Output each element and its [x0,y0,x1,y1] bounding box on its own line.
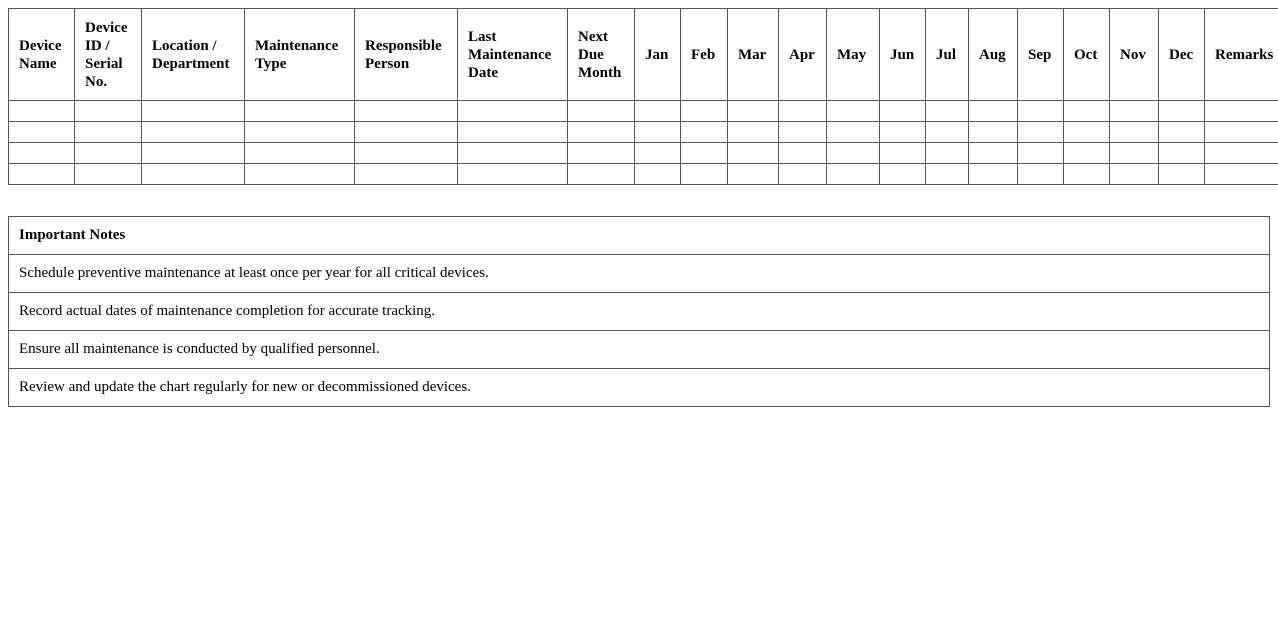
header-jul: Jul [926,9,969,101]
notes-title-row [9,217,1270,255]
table-cell[interactable] [926,164,969,185]
table-row [9,122,1278,143]
table-cell[interactable] [458,122,568,143]
header-device-id: Device ID / Serial No. [75,9,142,101]
table-cell[interactable] [9,143,75,164]
header-jun: Jun [880,9,926,101]
table-cell[interactable] [827,164,880,185]
header-apr: Apr [779,9,827,101]
table-cell[interactable] [1110,122,1159,143]
table-cell[interactable] [635,143,681,164]
table-cell[interactable] [1064,122,1110,143]
table-cell[interactable] [728,164,779,185]
table-cell[interactable] [969,122,1018,143]
table-cell[interactable] [1064,143,1110,164]
table-cell[interactable] [779,164,827,185]
table-cell[interactable] [779,122,827,143]
table-cell[interactable] [969,101,1018,122]
table-cell[interactable] [142,143,245,164]
table-cell[interactable] [779,143,827,164]
table-cell[interactable] [9,101,75,122]
table-cell[interactable] [728,122,779,143]
table-cell[interactable] [728,143,779,164]
table-cell[interactable] [355,122,458,143]
table-cell[interactable] [969,164,1018,185]
table-cell[interactable] [1159,143,1205,164]
header-last-maintenance-date: Last Maintenance Date [458,9,568,101]
table-cell[interactable] [926,143,969,164]
table-cell[interactable] [1159,101,1205,122]
table-cell[interactable] [681,164,728,185]
table-cell[interactable] [1205,143,1278,164]
note-item: Record actual dates of maintenance completion for accurate tracking. [9,293,1270,331]
table-cell[interactable] [568,122,635,143]
table-cell[interactable] [75,101,142,122]
header-next-due-month: Next Due Month [568,9,635,101]
header-sep: Sep [1018,9,1064,101]
table-cell[interactable] [1064,101,1110,122]
table-cell[interactable] [1018,122,1064,143]
table-cell[interactable] [880,122,926,143]
table-cell[interactable] [1064,164,1110,185]
table-cell[interactable] [245,143,355,164]
table-cell[interactable] [1018,164,1064,185]
header-oct: Oct [1064,9,1110,101]
table-cell[interactable] [880,101,926,122]
table-cell[interactable] [1205,101,1278,122]
table-cell[interactable] [969,143,1018,164]
note-row [9,331,1270,369]
note-item: Review and update the chart regularly for new or decommissioned devices. [9,369,1270,407]
table-cell[interactable] [1018,143,1064,164]
table-cell[interactable] [681,143,728,164]
header-nov: Nov [1110,9,1159,101]
table-cell[interactable] [728,101,779,122]
table-cell[interactable] [142,101,245,122]
header-row [9,9,1278,101]
header-remarks: Remarks [1205,9,1278,101]
table-cell[interactable] [1159,122,1205,143]
table-cell[interactable] [355,143,458,164]
table-cell[interactable] [635,101,681,122]
table-cell[interactable] [1110,101,1159,122]
table-cell[interactable] [1110,143,1159,164]
table-cell[interactable] [355,164,458,185]
table-cell[interactable] [9,164,75,185]
table-cell[interactable] [355,101,458,122]
table-cell[interactable] [568,164,635,185]
table-cell[interactable] [681,101,728,122]
table-cell[interactable] [458,164,568,185]
table-cell[interactable] [458,143,568,164]
header-feb: Feb [681,9,728,101]
table-cell[interactable] [1159,164,1205,185]
table-cell[interactable] [9,122,75,143]
table-cell[interactable] [1018,101,1064,122]
schedule-body [9,101,1278,185]
table-cell[interactable] [142,164,245,185]
table-cell[interactable] [75,143,142,164]
table-cell[interactable] [779,101,827,122]
table-cell[interactable] [75,164,142,185]
header-device-name: Device Name [9,9,75,101]
note-row [9,369,1270,407]
table-cell[interactable] [827,122,880,143]
table-cell[interactable] [926,122,969,143]
table-row [9,143,1278,164]
table-cell[interactable] [880,164,926,185]
table-cell[interactable] [568,101,635,122]
header-location: Location / Department [142,9,245,101]
table-cell[interactable] [926,101,969,122]
table-row [9,101,1278,122]
table-row [9,164,1278,185]
table-cell[interactable] [458,101,568,122]
notes-title: Important Notes [9,217,1270,255]
table-cell[interactable] [827,143,880,164]
header-jan: Jan [635,9,681,101]
table-cell[interactable] [1110,164,1159,185]
header-may: May [827,9,880,101]
table-cell[interactable] [880,143,926,164]
table-cell[interactable] [142,122,245,143]
note-item: Schedule preventive maintenance at least once per year for all critical devices. [9,255,1270,293]
header-responsible-person: Responsible Person [355,9,458,101]
table-cell[interactable] [635,122,681,143]
header-mar: Mar [728,9,779,101]
table-cell[interactable] [568,143,635,164]
note-row [9,293,1270,331]
table-cell[interactable] [245,101,355,122]
header-dec: Dec [1159,9,1205,101]
header-maintenance-type: Maintenance Type [245,9,355,101]
table-cell[interactable] [245,122,355,143]
header-aug: Aug [969,9,1018,101]
table-cell[interactable] [75,122,142,143]
table-cell[interactable] [1205,164,1278,185]
table-cell[interactable] [827,101,880,122]
maintenance-schedule-table [8,8,1278,185]
table-cell[interactable] [245,164,355,185]
table-cell[interactable] [635,164,681,185]
table-cell[interactable] [681,122,728,143]
note-row [9,255,1270,293]
important-notes-table [8,216,1270,407]
note-item: Ensure all maintenance is conducted by qualified personnel. [9,331,1270,369]
table-cell[interactable] [1205,122,1278,143]
